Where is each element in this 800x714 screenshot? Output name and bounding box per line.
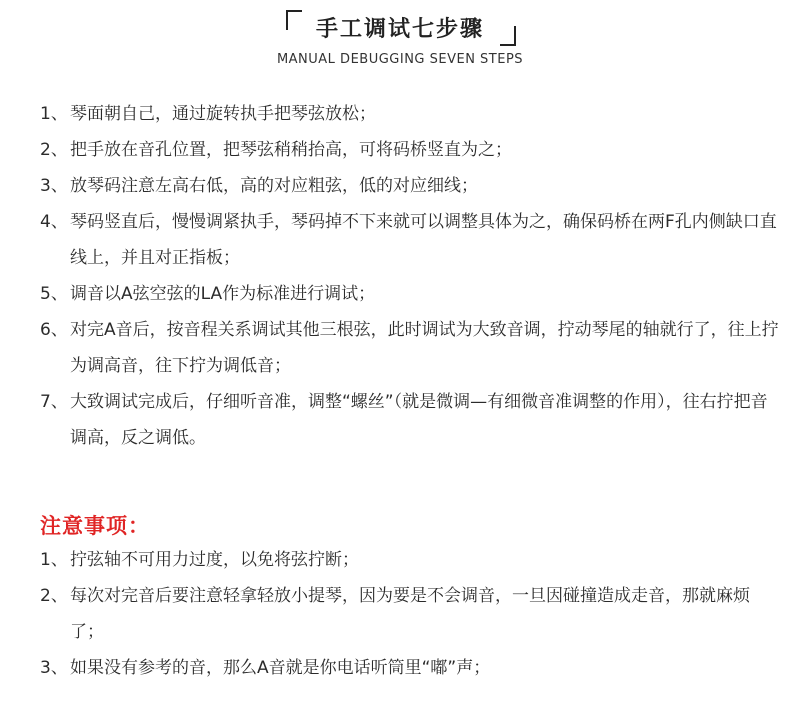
step-text: 对完A音后，按音程关系调试其他三根弦，此时调试为大致音调，拧动琴尾的轴就行了，往上拧为调高音，往下拧为调低音； — [70, 320, 779, 376]
step-item — [40, 312, 780, 384]
note-number: 2、 — [40, 586, 68, 606]
note-item — [40, 578, 780, 650]
note-item — [40, 650, 780, 686]
note-number: 3、 — [40, 658, 68, 678]
step-number: 2、 — [40, 140, 68, 160]
step-item — [40, 168, 780, 204]
notes-list — [40, 542, 780, 686]
step-number: 3、 — [40, 176, 68, 196]
page-title: 手工调试七步骤 — [315, 17, 484, 42]
note-number: 1、 — [40, 550, 68, 570]
step-number: 5、 — [40, 284, 68, 304]
step-number: 4、 — [40, 212, 68, 232]
step-text: 大致调试完成后，仔细听音准，调整“螺丝”（就是微调—有细微音准调整的作用），往右拧把音调高，反之调低。 — [70, 392, 768, 448]
page-subtitle: MANUAL DEBUGGING SEVEN STEPS — [276, 52, 524, 67]
steps-list — [40, 96, 780, 456]
step-item — [40, 132, 780, 168]
note-text: 如果没有参考的音，那么A音就是你电话听筒里“嘟”声； — [70, 658, 491, 678]
header — [0, 0, 800, 80]
step-text: 琴码竖直后，慢慢调紧执手，琴码掉不下来就可以调整具体为之，确保码桥在两F孔内侧缺口直线上，并且对正指板； — [70, 212, 777, 268]
step-number: 1、 — [40, 104, 68, 124]
step-item — [40, 384, 780, 456]
note-text: 拧弦轴不可用力过度，以免将弦拧断； — [70, 550, 359, 570]
step-item — [40, 276, 780, 312]
step-number: 6、 — [40, 320, 68, 340]
step-item — [40, 204, 780, 276]
step-text: 琴面朝自己，通过旋转执手把琴弦放松； — [70, 104, 376, 124]
note-text: 每次对完音后要注意轻拿轻放小提琴，因为要是不会调音，一旦因碰撞造成走音，那就麻烦了； — [70, 586, 750, 642]
step-text: 放琴码注意左高右低，高的对应粗弦，低的对应细线； — [70, 176, 478, 196]
step-number: 7、 — [40, 392, 68, 412]
step-text: 调音以A弦空弦的LA作为标准进行调试； — [70, 284, 376, 304]
step-text: 把手放在音孔位置，把琴弦稍稍抬高，可将码桥竖直为之； — [70, 140, 512, 160]
step-item — [40, 96, 780, 132]
note-item — [40, 542, 780, 578]
corner-bracket-right-icon — [500, 26, 516, 46]
notes-heading: 注意事项： — [40, 514, 150, 538]
